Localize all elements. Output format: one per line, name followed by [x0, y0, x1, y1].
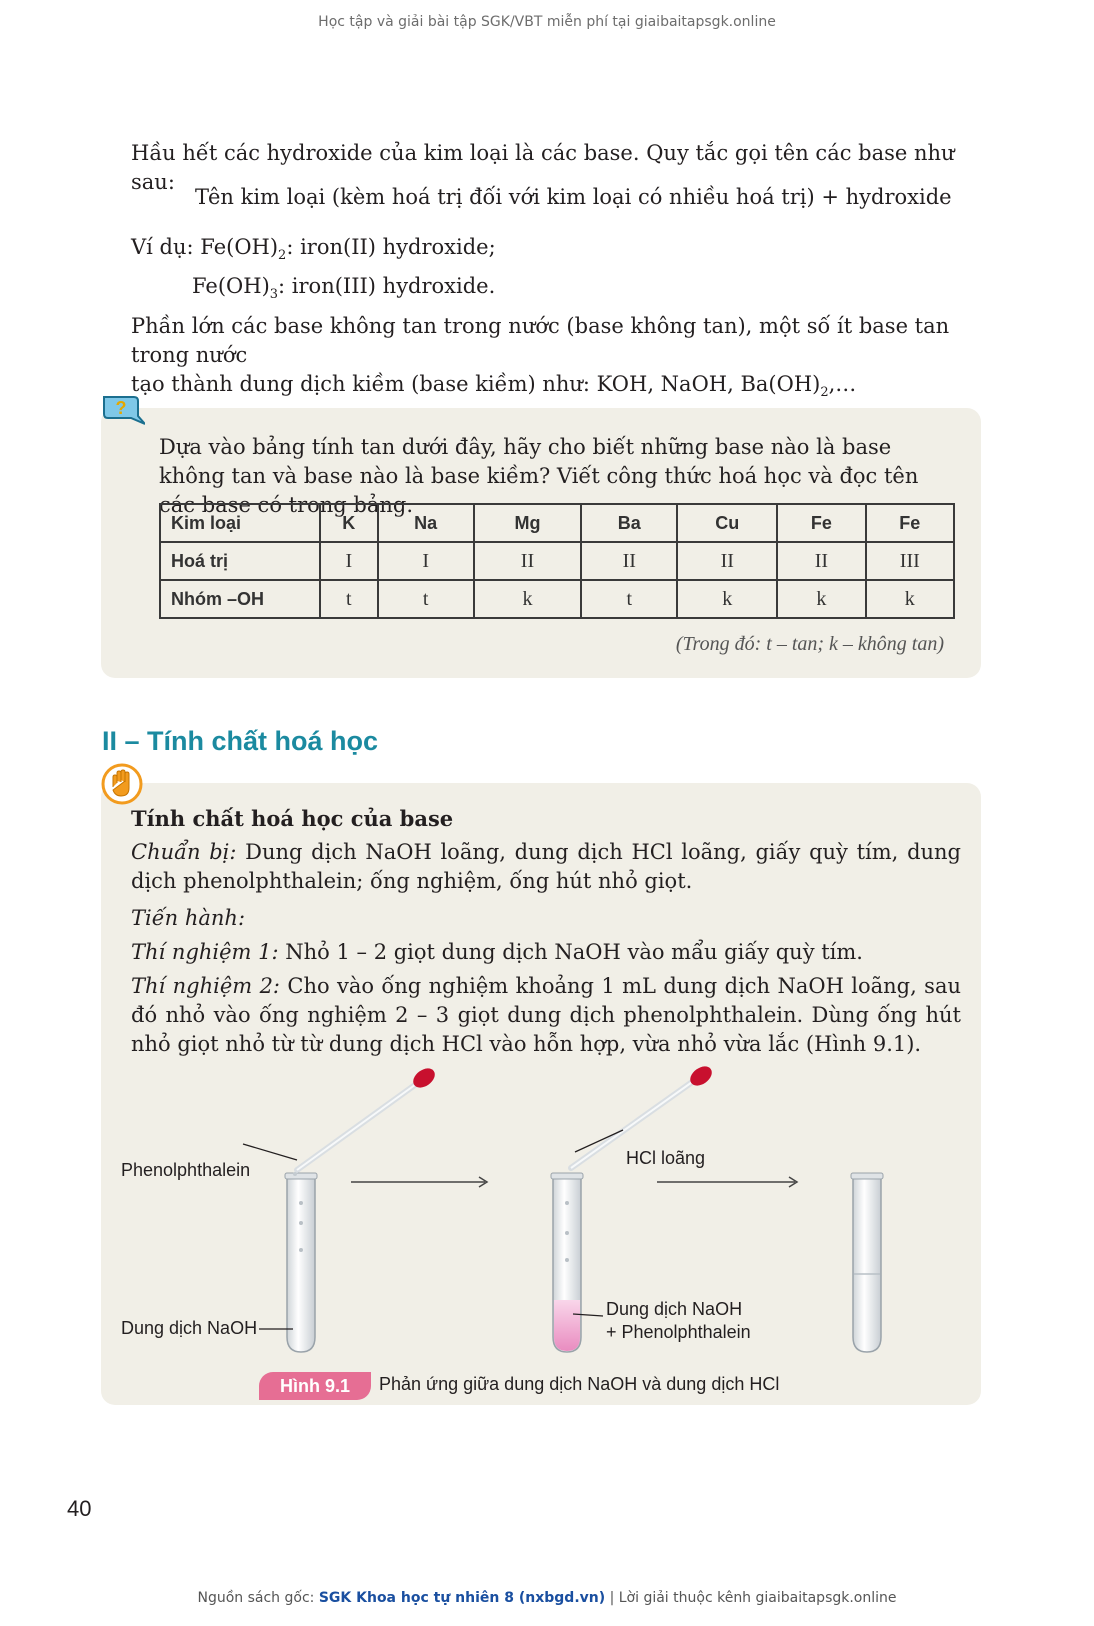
- subscript: 2: [278, 248, 287, 263]
- table-cell: II: [474, 542, 582, 580]
- table-cell: t: [378, 580, 474, 618]
- exp1-label: Thí nghiệm 1:: [131, 940, 279, 964]
- example-2: [192, 272, 1052, 301]
- question-icon: [101, 394, 145, 428]
- table-cell: II: [777, 542, 865, 580]
- base-paragraph: [131, 312, 991, 399]
- table-cell: Mg: [474, 504, 582, 542]
- paragraph-line: Phần lớn các base không tan trong nước (base không tan), một số ít base tan trong nước: [131, 314, 950, 367]
- exp2-label: Thí nghiệm 2:: [131, 974, 281, 998]
- table-cell: Hoá trị: [160, 542, 320, 580]
- table-cell: k: [474, 580, 582, 618]
- table-cell: t: [320, 580, 378, 618]
- naming-rule: Tên kim loại (kèm hoá trị đối với kim loại có nhiều hoá trị) + hydroxide: [195, 185, 952, 209]
- base-name: : iron(II) hydroxide;: [286, 235, 496, 259]
- table-cell: Nhóm –OH: [160, 580, 320, 618]
- prep-text: Dung dịch NaOH loãng, dung dịch HCl loãng, giấy quỳ tím, dung dịch phenolphthalein; ống nghiệm, ống hút nhỏ giọt.: [131, 840, 961, 893]
- leader-line: [243, 1144, 297, 1160]
- footer-note: [0, 1590, 1094, 1606]
- table-cell: Na: [378, 504, 474, 542]
- table-cell: Fe: [777, 504, 865, 542]
- table-cell: I: [378, 542, 474, 580]
- footer-source-link[interactable]: SGK Khoa học tự nhiên 8 (nxbgd.vn): [318, 1590, 606, 1606]
- label-hcl: HCl loãng: [626, 1148, 706, 1168]
- experiment-2: [131, 972, 961, 1059]
- hand-icon: [101, 763, 143, 805]
- figure-badge: Hình 9.1: [259, 1372, 371, 1400]
- formula: Fe(OH): [200, 235, 279, 259]
- label-mixture-line2: + Phenolphthalein: [606, 1322, 751, 1342]
- table-cell: Fe: [866, 504, 954, 542]
- label-naoh-solution: Dung dịch NaOH: [121, 1318, 258, 1338]
- exp1-text: Nhỏ 1 – 2 giọt dung dịch NaOH vào mẩu giấy quỳ tím.: [278, 940, 863, 964]
- subscript: 3: [269, 287, 279, 302]
- table-cell: k: [677, 580, 777, 618]
- experiment-1: [131, 938, 961, 967]
- label-mixture-line1: Dung dịch NaOH: [606, 1299, 743, 1319]
- table-legend: (Trong đó: t – tan; k – không tan): [675, 633, 944, 655]
- footer-suffix: | Lời giải thuộc kênh giaibaitapsgk.online: [605, 1590, 897, 1606]
- table-cell: I: [320, 542, 378, 580]
- exp2-text: Cho vào ống nghiệm khoảng 1 mL dung dịch NaOH loãng, sau đó nhỏ vào ống nghiệm 2 – 3 giọt dung dịch phenolphthalein. Dùng ống hút nhỏ giọt nhỏ từ từ dung dịch HCl vào hỗn hợp, vừa nhỏ vừa lắc (Hình 9.1).: [131, 974, 962, 1056]
- subscript: 2: [820, 385, 829, 400]
- figure-caption: Phản ứng giữa dung dịch NaOH và dung dịch HCl: [379, 1374, 780, 1394]
- prep-paragraph: [131, 838, 961, 896]
- example-1: [131, 233, 991, 262]
- paragraph-line: [131, 370, 991, 399]
- table-cell: II: [677, 542, 777, 580]
- prep-label: Chuẩn bị:: [131, 840, 237, 864]
- label-phenolphthalein: Phenolphthalein: [121, 1160, 251, 1180]
- table-cell: k: [866, 580, 954, 618]
- table-cell: k: [777, 580, 865, 618]
- intro-line: Hầu hết các hydroxide của kim loại là các base. Quy tắc gọi tên các base như sau:: [131, 141, 955, 194]
- paragraph-text: tạo thành dung dịch kiềm (base kiềm) như: KOH, NaOH, Ba(OH): [131, 372, 821, 396]
- table-cell: Cu: [677, 504, 777, 542]
- example-label: Ví dụ:: [131, 235, 201, 259]
- table-row: [160, 580, 954, 618]
- svg-text:?: ?: [115, 398, 127, 418]
- table-cell: III: [866, 542, 954, 580]
- table-cell: K: [320, 504, 378, 542]
- test-tube-2: [551, 1173, 583, 1352]
- table-cell: t: [581, 580, 677, 618]
- header-note: Học tập và giải bài tập SGK/VBT miễn phí tại giaibaitapsgk.online: [318, 14, 776, 30]
- table-cell: II: [581, 542, 677, 580]
- table-cell: Ba: [581, 504, 677, 542]
- base-name: : iron(III) hydroxide.: [278, 274, 496, 298]
- paragraph-text: ,…: [828, 372, 857, 396]
- formula: Fe(OH): [192, 274, 270, 298]
- dropper-1: [293, 1064, 438, 1176]
- procedure-label: Tiến hành:: [131, 906, 246, 930]
- section-title: II – Tính chất hoá học: [102, 726, 379, 756]
- question-text: Dựa vào bảng tính tan dưới đây, hãy cho biết những base nào là base không tan và base nào là base kiềm? Viết công thức hoá học và đọc tên các base có trong bảng.: [159, 435, 919, 517]
- experiment-title: Tính chất hoá học của base: [131, 806, 454, 831]
- table-cell: Kim loại: [160, 504, 320, 542]
- table-header-row: [160, 504, 954, 542]
- table-row: [160, 542, 954, 580]
- test-tube-1: [285, 1173, 317, 1352]
- page-number: 40: [67, 1496, 92, 1521]
- solubility-table: [159, 503, 955, 619]
- test-tube-3: [851, 1173, 883, 1352]
- footer-prefix: Nguồn sách gốc:: [197, 1590, 319, 1606]
